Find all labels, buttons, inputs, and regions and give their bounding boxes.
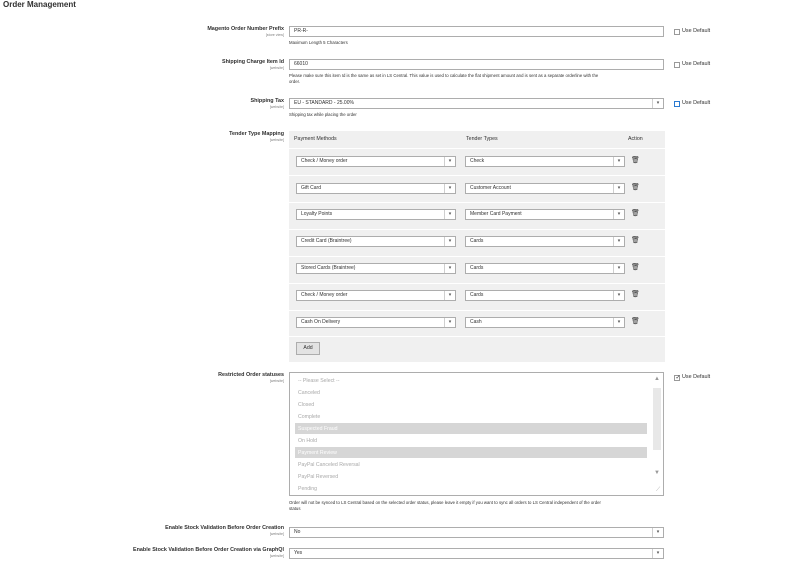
stock-validation-graphql-scope: [website]: [269, 554, 284, 558]
chevron-down-icon: ▾: [613, 157, 624, 166]
shipping-tax-use-default-checkbox[interactable]: [674, 101, 680, 107]
payment-method-value: Check / Money order: [301, 292, 348, 298]
status-option[interactable]: Canceled: [298, 390, 320, 396]
add-row-button[interactable]: Add: [296, 342, 320, 355]
order-prefix-use-default-checkbox[interactable]: [674, 29, 680, 35]
restricted-statuses-scope: [website]: [269, 379, 284, 383]
chevron-down-icon: ▾: [613, 264, 624, 273]
payment-method-select[interactable]: [296, 156, 456, 167]
scroll-up-icon[interactable]: ▲: [654, 376, 660, 382]
scroll-down-icon[interactable]: ▼: [654, 470, 660, 476]
tender-type-select[interactable]: [465, 263, 625, 274]
restricted-use-default-label[interactable]: Use Default: [682, 374, 711, 380]
stock-validation-graphql-select[interactable]: [289, 548, 664, 559]
tender-type-value: Cards: [470, 292, 484, 298]
shipping-item-note-2: order.: [289, 79, 300, 84]
status-option[interactable]: Pending: [298, 486, 318, 492]
stock-validation-label: Enable Stock Validation Before Order Creation: [165, 525, 284, 531]
status-option[interactable]: PayPal Reversed: [298, 474, 339, 480]
payment-method-value: Check / Money order: [301, 158, 348, 164]
scrollbar-track[interactable]: [653, 388, 661, 450]
row-divider: [289, 336, 665, 337]
tender-type-select[interactable]: [465, 317, 625, 328]
shipping-item-label: Shipping Charge Item Id: [222, 59, 284, 65]
order-prefix-input[interactable]: PR-R-: [289, 26, 664, 37]
payment-method-select[interactable]: [296, 209, 456, 220]
tender-type-value: Member Card Payment: [470, 211, 522, 217]
chevron-down-icon: ▾: [444, 264, 455, 273]
tender-type-value: Cash: [470, 319, 482, 325]
trash-icon[interactable]: 🗑: [631, 157, 640, 164]
shipping-tax-scope: [website]: [269, 105, 284, 109]
order-prefix-scope: [store view]: [265, 33, 284, 37]
status-option[interactable]: Closed: [298, 402, 315, 408]
status-option[interactable]: PayPal Canceled Reversal: [298, 462, 360, 468]
chevron-down-icon: ▾: [652, 549, 663, 558]
shipping-tax-label: Shipping Tax: [250, 98, 284, 104]
shipping-item-note: Please make sure this item Id is the same as set in LS Central. This value is used to calculate the flat shipment amount and is sent as a separate orderline with the: [289, 73, 599, 78]
chevron-down-icon: ▾: [444, 318, 455, 327]
stock-validation-scope: [website]: [269, 532, 284, 536]
chevron-down-icon: ▾: [444, 184, 455, 193]
tender-mapping-scope: [website]: [269, 138, 284, 142]
status-option-selected[interactable]: Suspected Fraud: [298, 426, 338, 432]
chevron-down-icon: ▾: [613, 184, 624, 193]
tender-type-select[interactable]: [465, 290, 625, 301]
trash-icon[interactable]: 🗑: [631, 210, 640, 217]
order-prefix-note: Maximum Length 5 Characters: [289, 40, 348, 45]
trash-icon[interactable]: 🗑: [631, 237, 640, 244]
trash-icon[interactable]: 🗑: [631, 291, 640, 298]
shipping-tax-use-default-label[interactable]: Use Default: [682, 100, 711, 106]
shipping-tax-value: EU - STANDARD - 25.00%: [294, 100, 354, 106]
restricted-statuses-note-2: status: [289, 506, 301, 511]
row-divider: [289, 229, 665, 230]
order-prefix-label: Magento Order Number Prefix: [207, 26, 284, 32]
payment-method-select[interactable]: [296, 236, 456, 247]
restricted-statuses-multiselect[interactable]: [289, 372, 664, 496]
tender-type-value: Customer Account: [470, 185, 511, 191]
stock-validation-graphql-label: Enable Stock Validation Before Order Creation via GraphQl: [133, 547, 284, 553]
selected-option-highlight: [295, 447, 647, 458]
trash-icon[interactable]: 🗑: [631, 264, 640, 271]
payment-method-value: Loyalty Points: [301, 211, 333, 217]
chevron-down-icon: ▾: [444, 210, 455, 219]
stock-validation-graphql-value: Yes: [294, 550, 303, 556]
status-option[interactable]: -- Please Select --: [298, 378, 340, 384]
row-divider: [289, 148, 665, 149]
chevron-down-icon: ▾: [444, 157, 455, 166]
payment-methods-header: Payment Methods: [294, 136, 337, 142]
chevron-down-icon: ▾: [613, 237, 624, 246]
resize-handle-icon[interactable]: ⟋: [656, 487, 661, 493]
payment-method-value: Stored Cards (Braintree): [301, 265, 356, 271]
shipping-item-use-default-checkbox[interactable]: [674, 62, 680, 68]
row-divider: [289, 202, 665, 203]
chevron-down-icon: ▾: [652, 99, 663, 108]
tender-type-select[interactable]: [465, 156, 625, 167]
tender-type-select[interactable]: [465, 236, 625, 247]
chevron-down-icon: ▾: [444, 237, 455, 246]
status-option[interactable]: On Hold: [298, 438, 318, 444]
tender-type-select[interactable]: [465, 209, 625, 220]
status-option[interactable]: Complete: [298, 414, 321, 420]
payment-method-select[interactable]: [296, 317, 456, 328]
order-prefix-use-default-label[interactable]: Use Default: [682, 28, 711, 34]
payment-method-select[interactable]: [296, 290, 456, 301]
row-divider: [289, 256, 665, 257]
payment-method-value: Cash On Delivery: [301, 319, 341, 325]
tender-types-header: Tender Types: [466, 136, 498, 142]
payment-method-value: Credit Card (Braintree): [301, 238, 352, 244]
tender-type-value: Check: [470, 158, 485, 164]
payment-method-select[interactable]: [296, 263, 456, 274]
restricted-use-default-checkbox[interactable]: [674, 375, 680, 381]
trash-icon[interactable]: 🗑: [631, 184, 640, 191]
trash-icon[interactable]: 🗑: [631, 318, 640, 325]
chevron-down-icon: ▾: [613, 318, 624, 327]
shipping-tax-note: Shipping tax while placing the order: [289, 112, 357, 117]
row-divider: [289, 175, 665, 176]
payment-method-value: Gift Card: [301, 185, 322, 191]
tender-type-value: Cards: [470, 238, 484, 244]
shipping-item-use-default-label[interactable]: Use Default: [682, 61, 711, 67]
status-option-selected[interactable]: Payment Review: [298, 450, 337, 456]
tender-mapping-label: Tender Type Mapping: [229, 131, 284, 137]
row-divider: [289, 283, 665, 284]
stock-validation-select[interactable]: [289, 527, 664, 538]
chevron-down-icon: ▾: [613, 291, 624, 300]
section-title: Order Management: [3, 0, 76, 9]
shipping-tax-select[interactable]: [289, 98, 664, 109]
payment-method-select[interactable]: [296, 183, 456, 194]
selected-option-highlight: [295, 423, 647, 434]
shipping-item-input[interactable]: 66010: [289, 59, 664, 70]
restricted-statuses-note: Order will not be synced to LS Central based on the selected order status, please leave it empty if you want to sync all orders to LS Central independent of the order: [289, 500, 601, 505]
row-divider: [289, 310, 665, 311]
chevron-down-icon: ▾: [652, 528, 663, 537]
chevron-down-icon: ▾: [444, 291, 455, 300]
chevron-down-icon: ▾: [613, 210, 624, 219]
action-header: Action: [628, 136, 643, 142]
tender-type-select[interactable]: [465, 183, 625, 194]
restricted-statuses-label: Restricted Order statuses: [218, 372, 284, 378]
tender-type-value: Cards: [470, 265, 484, 271]
stock-validation-value: No: [294, 529, 301, 535]
shipping-item-scope: [website]: [269, 66, 284, 70]
